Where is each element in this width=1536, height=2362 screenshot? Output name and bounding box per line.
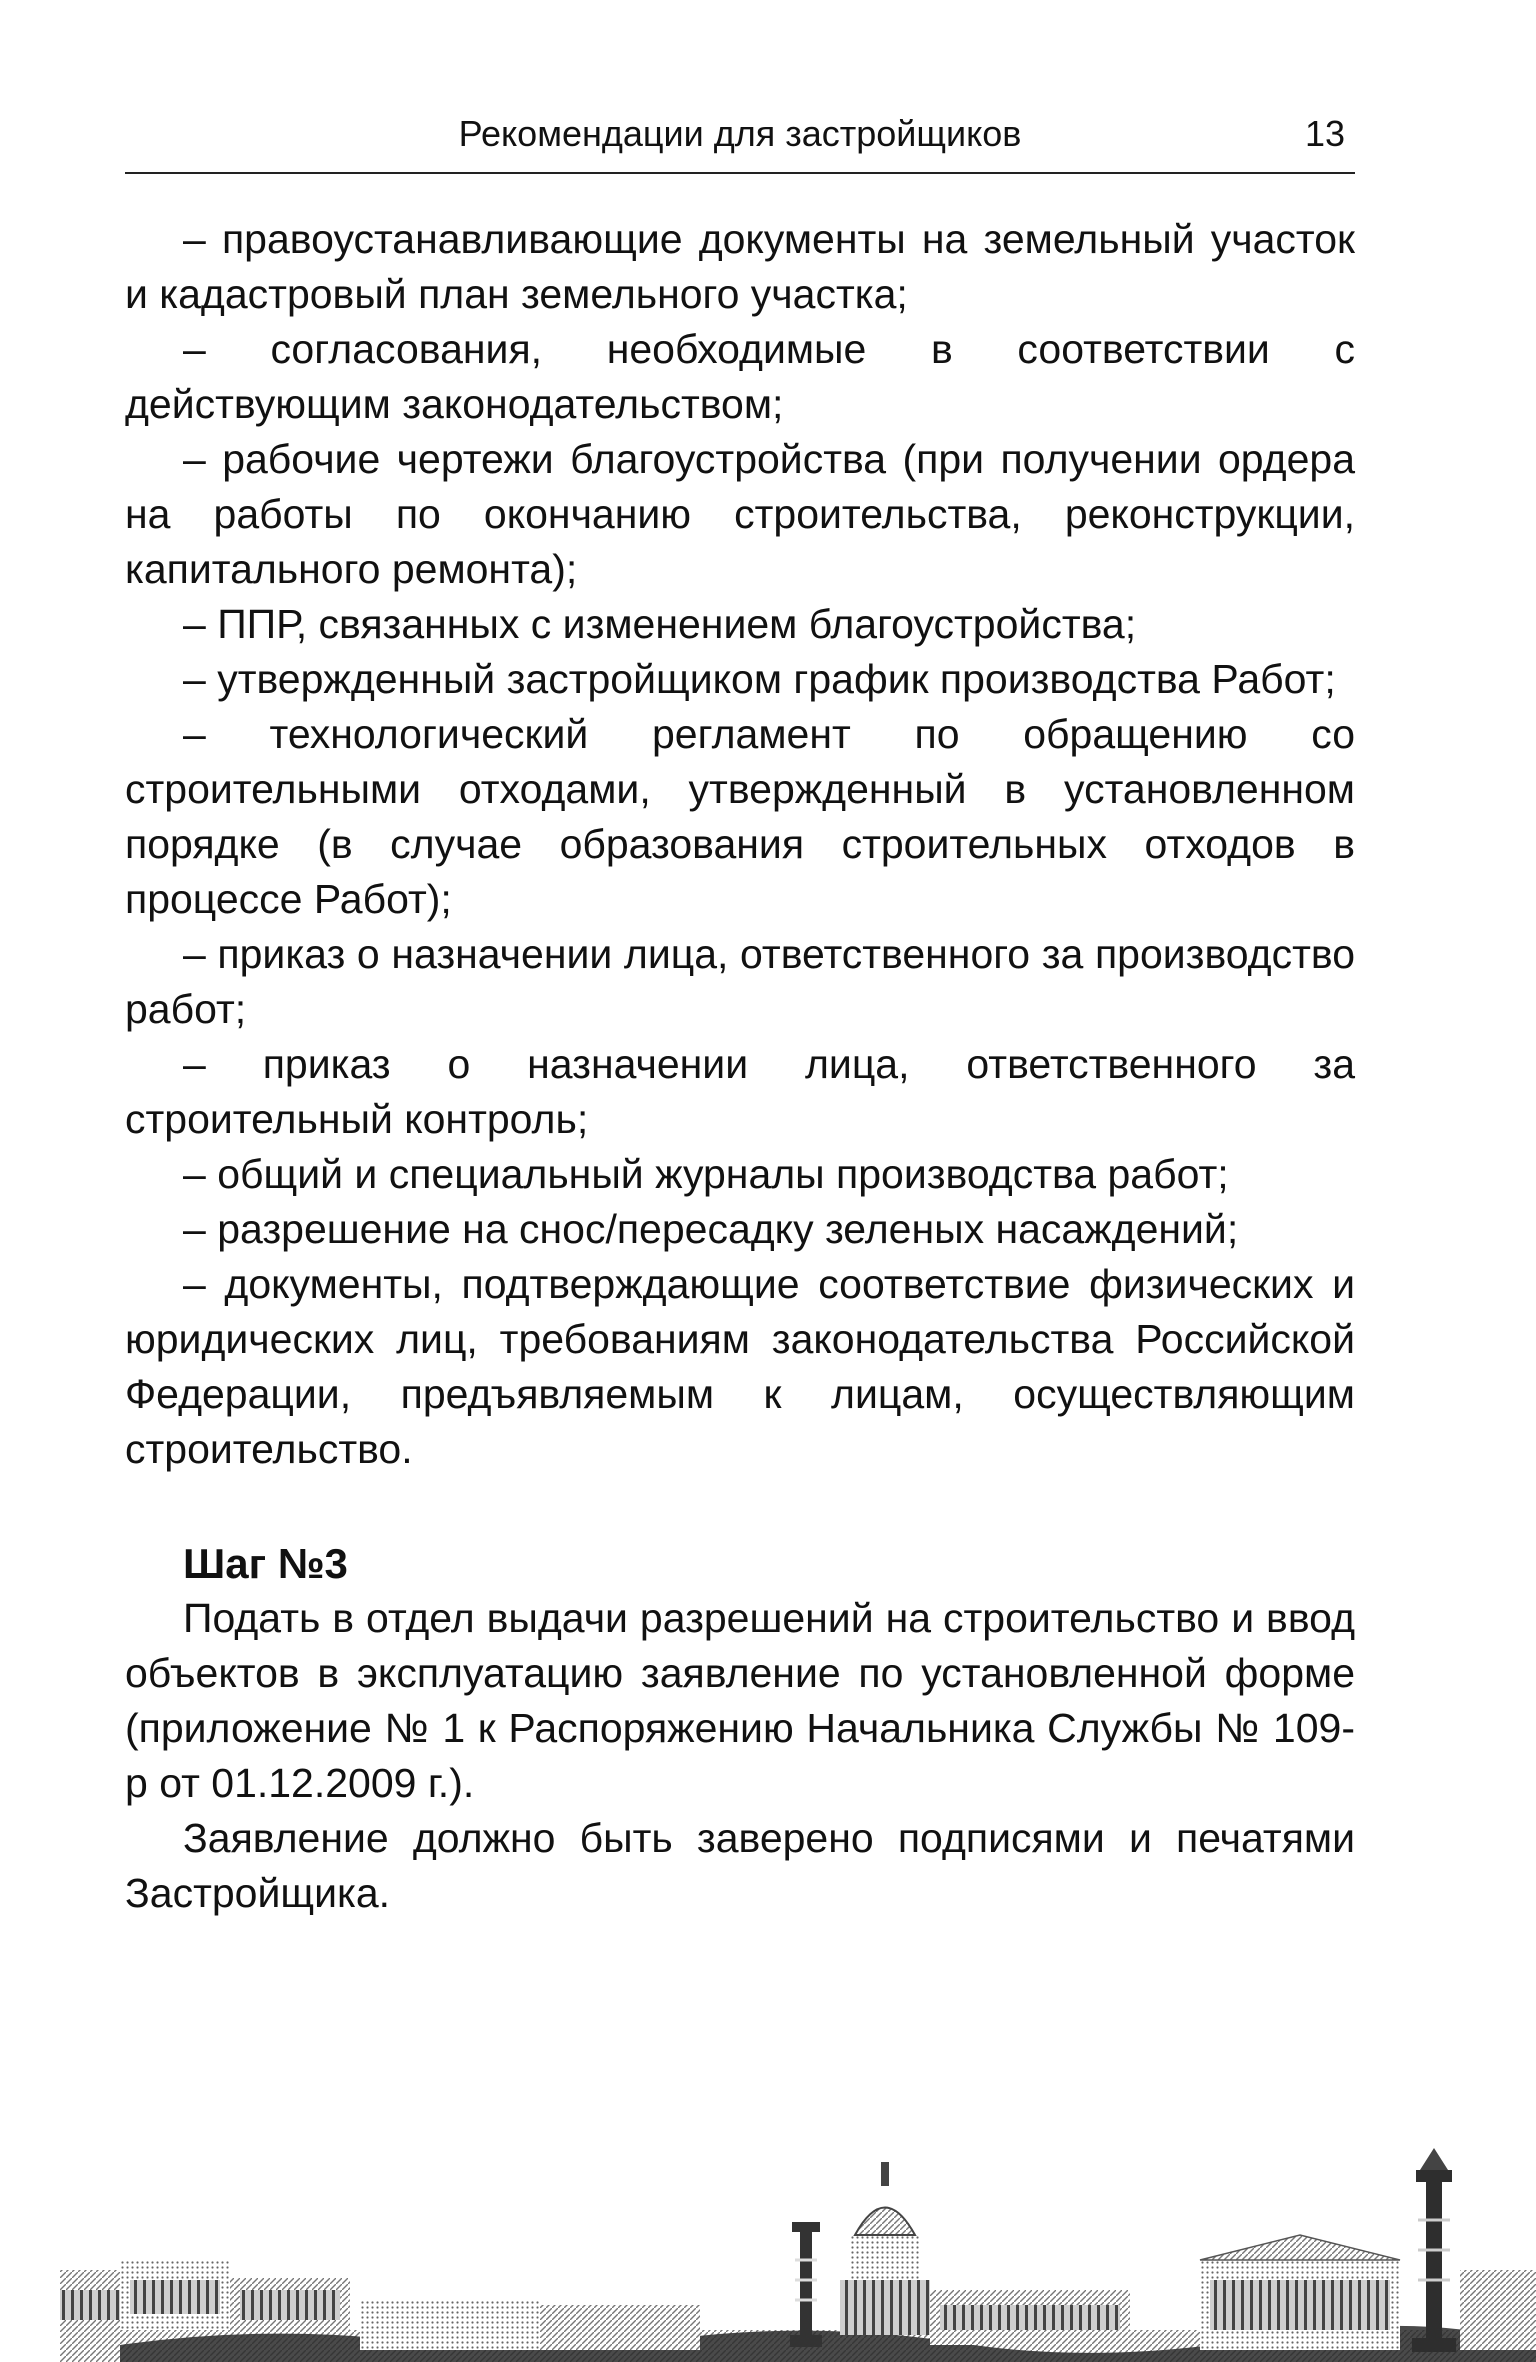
step-paragraph: Заявление должно быть заверено подписями и печатями Застройщика. xyxy=(125,1815,1355,1916)
list-item: – приказ о назначении лица, ответственного за строительный контроль; xyxy=(125,1041,1355,1142)
list-item: – технологический регламент по обращению со строительными отходами, утвержденный в установленном порядке (в случае образования строительных отходов в процессе Работ); xyxy=(125,711,1355,922)
list-item: – рабочие чертежи благоустройства (при получении ордера на работы по окончанию строительства, реконструкции, капитального ремонта); xyxy=(125,436,1355,592)
step-paragraph: Подать в отдел выдачи разрешений на строительство и ввод объектов в эксплуатацию заявление по установленной форме (приложение № 1 к Распоряжению Начальника Службы № 109-р от 01.12.2009 г.). xyxy=(125,1595,1355,1806)
list-item: – ППР, связанных с изменением благоустройства; xyxy=(183,601,1137,647)
city-skyline-illustration xyxy=(60,2140,1536,2362)
list-item: – утвержденный застройщиком график производства Работ; xyxy=(183,656,1336,702)
document-list xyxy=(125,212,1355,1477)
list-item: – приказ о назначении лица, ответственного за производство работ; xyxy=(125,931,1355,1032)
step-heading: Шаг №3 xyxy=(183,1540,348,1587)
running-title: Рекомендации для застройщиков xyxy=(458,113,1022,154)
body-text xyxy=(125,212,1355,1921)
list-item: – общий и специальный журналы производства работ; xyxy=(183,1151,1229,1197)
list-item: – документы, подтверждающие соответствие физических и юридических лиц, требованиям законодательства Российской Федерации, предъявляемым к лицам, осуществляющим строительство. xyxy=(125,1261,1355,1472)
step-section xyxy=(125,1536,1355,1921)
page-header xyxy=(125,110,1355,174)
list-item: – согласования, необходимые в соответствии с действующим законодательством; xyxy=(125,326,1355,427)
page-number: 13 xyxy=(1304,113,1345,154)
list-item: – разрешение на снос/пересадку зеленых насаждений; xyxy=(183,1206,1239,1252)
list-item: – правоустанавливающие документы на земельный участок и кадастровый план земельного участка; xyxy=(125,216,1355,317)
